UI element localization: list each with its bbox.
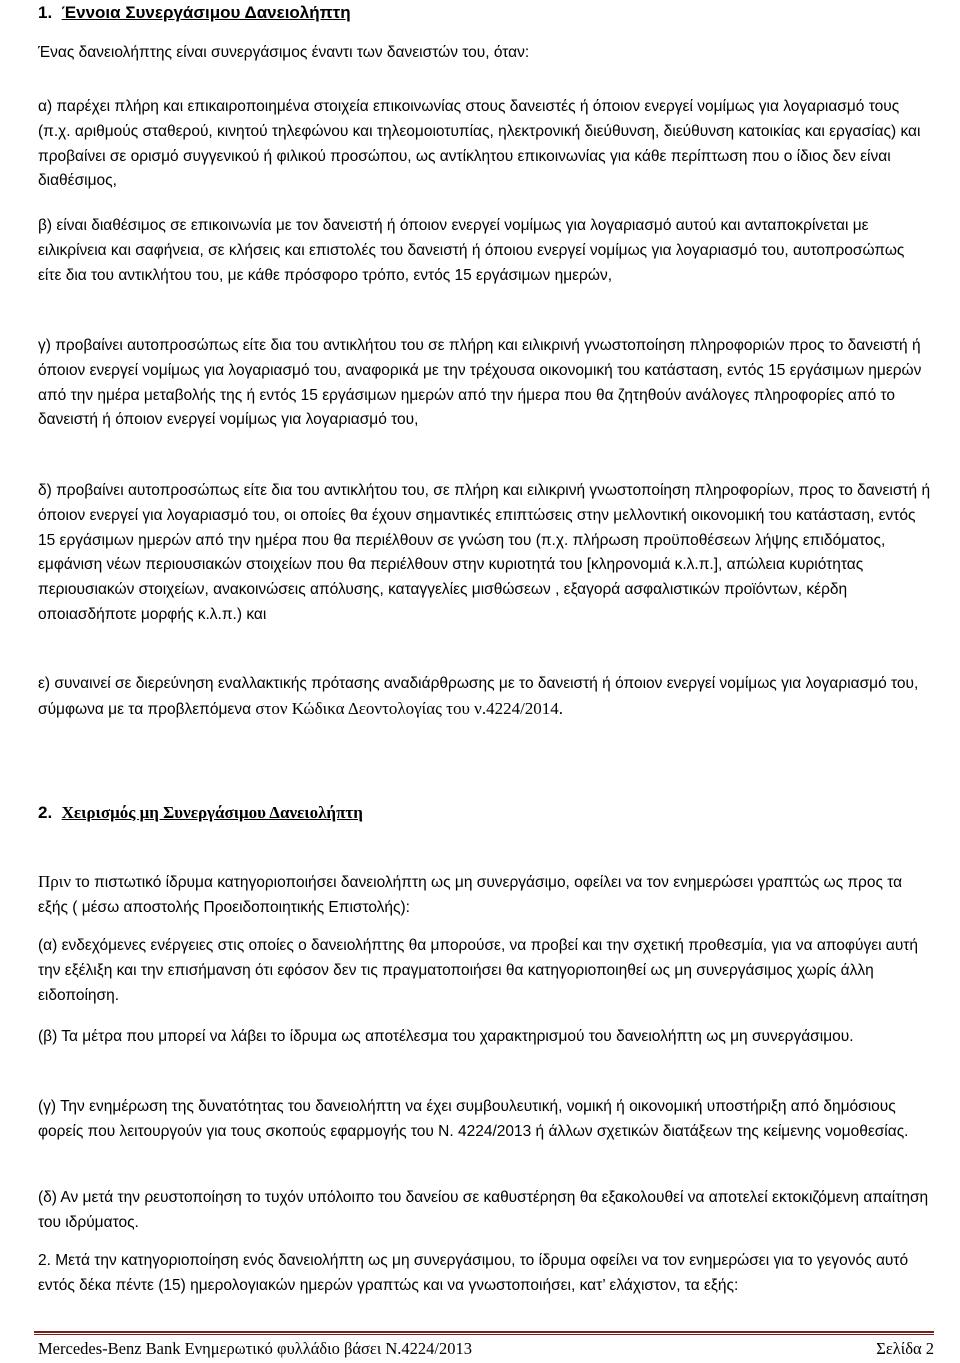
section-1-item-e (38, 672, 932, 723)
section-1-item-b: β) είναι διαθέσιμος σε επικοινωνία με τον δανειστή ή όποιον ενεργεί νομίμως για λογαριασμό αυτού και ανταποκρίνεται με ειλικρίνεια και σαφήνεια, σε κλήσεις και επιστολές του δανειστή ή όποιου ενεργεί νομίμως για λογαριασμό του, αυτοπροσώπως είτε δια του αντικλήτου του, με κάθε πρόσφορο τρόπο, εντός 15 εργάσιμων ημερών, (38, 217, 905, 284)
footer-page-number: Σελίδα 2 (876, 1339, 934, 1358)
section-2-number: 2. (38, 803, 53, 822)
section-1-item-d: δ) προβαίνει αυτοπροσώπως είτε δια του αντικλήτου του, σε πλήρη και ειλικρινή γνωστοποίηση πληροφορίων, προς το δανειστή ή όποιον ενεργεί για λογαριασμό του, οι οποίες θα έχουν σημαντικές επιπτώσεις στην μελλοντική οικονομική του κατάσταση, εντός 15 εργάσιμων ημερών από την ημέρα που θα περιέλθουν σε γνώση του (π.χ. πλήρωση προϋποθέσεων λήψης επιδόματος, εμφάνιση νέων περιουσιακών στοιχείων που θα περιέλθουν στην κυριοτητά του [κληρονομιά κ.λ.π.], απώλεια κυριότητας περιουσιακών στοιχείων, ανακοινώσεις απόλυσης, καταγγελίες μισθώσεων , εξαγορά ασφαλιστικών προϊόντων, κέρδη οποιασδήποτε μορφής κ.λ.π.) και (38, 482, 931, 623)
section-1-number: 1. (38, 3, 53, 22)
section-2-item-a: (α) ενδεχόμενες ενέργειες στις οποίες ο δανειολήπτης θα μπορούσε, να προβεί και την σχετική προθεσμία, για να αποφύγει αυτή την εξέλιξη και την επισήμανση ότι εφόσον δεν τις πραγματοποιήσει θα κατηγοριοποιηθεί ως μη συνεργάσιμος χωρίς άλλη ειδοποίηση. (38, 937, 919, 1004)
footer-document-title: Mercedes-Benz Bank Ενημερωτικό φυλλάδιο βάσει Ν.4224/2013 (38, 1339, 473, 1358)
section-2-point-2: 2. Μετά την κατηγοριοποίηση ενός δανειολήπτη ως μη συνεργάσιμου, το ίδρυμα οφείλει να τον ενημερώσει για το γεγονός αυτό εντός δέκα πέντε (15) ημερολογιακών ημερών γραπτώς και να γνωστοποιήσει, κατ’ ελάχιστον, τα εξής: (38, 1252, 909, 1294)
section-1-item-e-text: ε) συναινεί σε διερεύνηση εναλλακτικής πρότασης αναδιάρθρωσης με το δανειστή ή όποιον ενεργεί νομίμως για λογαριασμό του, σύμφωνα με τα προβλεπόμενα (38, 675, 919, 718)
section-1-item-e-reference: στον Κώδικα Δεοντολογίας του ν.4224/2014. (255, 698, 564, 718)
section-1-title: Έννοια Συνεργάσιμου Δανειολήπτη (61, 3, 351, 22)
section-1-intro: Ένας δανειολήπτης είναι συνεργάσιμος έναντι των δανειστών του, όταν: (38, 44, 530, 61)
section-2-item-b: (β) Τα μέτρα που μπορεί να λάβει το ίδρυμα ως αποτέλεσμα του χαρακτηρισμού του δανειολήπτη ως μη συνεργάσιμου. (38, 1028, 854, 1045)
section-1-item-c: γ) προβαίνει αυτοπροσώπως είτε δια του αντικλήτου του σε πλήρη και ειλικρινή γνωστοποίηση πληροφοριών προς το δανειστή ή όποιον ενεργεί νομίμως για λογαριασμό του, αναφορικά με την τρέχουσα οικονομική του κατάσταση, εντός 15 εργάσιμων ημερών από την ημέρα μεταβολής της ή εντός 15 εργάσιμων ημερών από την ήμερα που θα ζητηθούν ανάλογες πληροφορίες από το δανειστή ή όποιον ενεργεί νομίμως για λογαριασμό του, (38, 337, 922, 429)
section-2-heading (38, 803, 363, 823)
section-2-item-c: (γ) Την ενημέρωση της δυνατότητας του δανειολήπτη να έχει συμβουλευτική, νομική ή οικονομική υποστήριξη από δημόσιους φορείς που λειτουργούν για τους σκοπούς εφαρμογής του Ν. 4224/2013 ή άλλων σχετικών διατάξεων της κείμενης νομοθεσίας. (38, 1098, 909, 1140)
section-2-intro-text: το πιστωτικό ίδρυμα κατηγοριοποιήσει δανειολήπτη ως μη συνεργάσιμο, οφείλει να τον ενημερώσει γραπτώς ως προς τα εξής ( μέσω αποστολής Προειδοποιητικής Επιστολής): (38, 874, 903, 916)
section-2-intro-start: Πριν (38, 872, 76, 891)
section-1-item-a: α) παρέχει πλήρη και επικαιροποιημένα στοιχεία επικοινωνίας στους δανειστές ή όποιον ενεργεί νομίμως για λογαριασμό τους (π.χ. αριθμούς σταθερού, κινητού τηλεφώνου και τηλεομοιοτυπίας, ηλεκτρονική διεύθυνση, διεύθυνση κατοικίας και εργασίας) και προβαίνει σε ορισμό συγγενικού ή φιλικού προσώπου, ως αντίκλητου επικοινωνίας για κάθε περίπτωση που ο ίδιος δεν είναι διαθέσιμος, (38, 98, 921, 190)
section-2-title: Χειρισμός μη Συνεργάσιμου Δανειολήπτη (61, 803, 363, 822)
footer-divider (34, 1331, 934, 1333)
section-1-heading (38, 3, 351, 23)
section-2-intro (38, 870, 932, 921)
section-2-item-d: (δ) Αν μετά την ρευστοποίηση το τυχόν υπόλοιπο του δανείου σε καθυστέρηση θα εξακολουθεί να αποτελεί εκτοκιζόμενη απαίτηση του ιδρύματος. (38, 1189, 929, 1231)
footer-divider-thin (34, 1334, 934, 1335)
